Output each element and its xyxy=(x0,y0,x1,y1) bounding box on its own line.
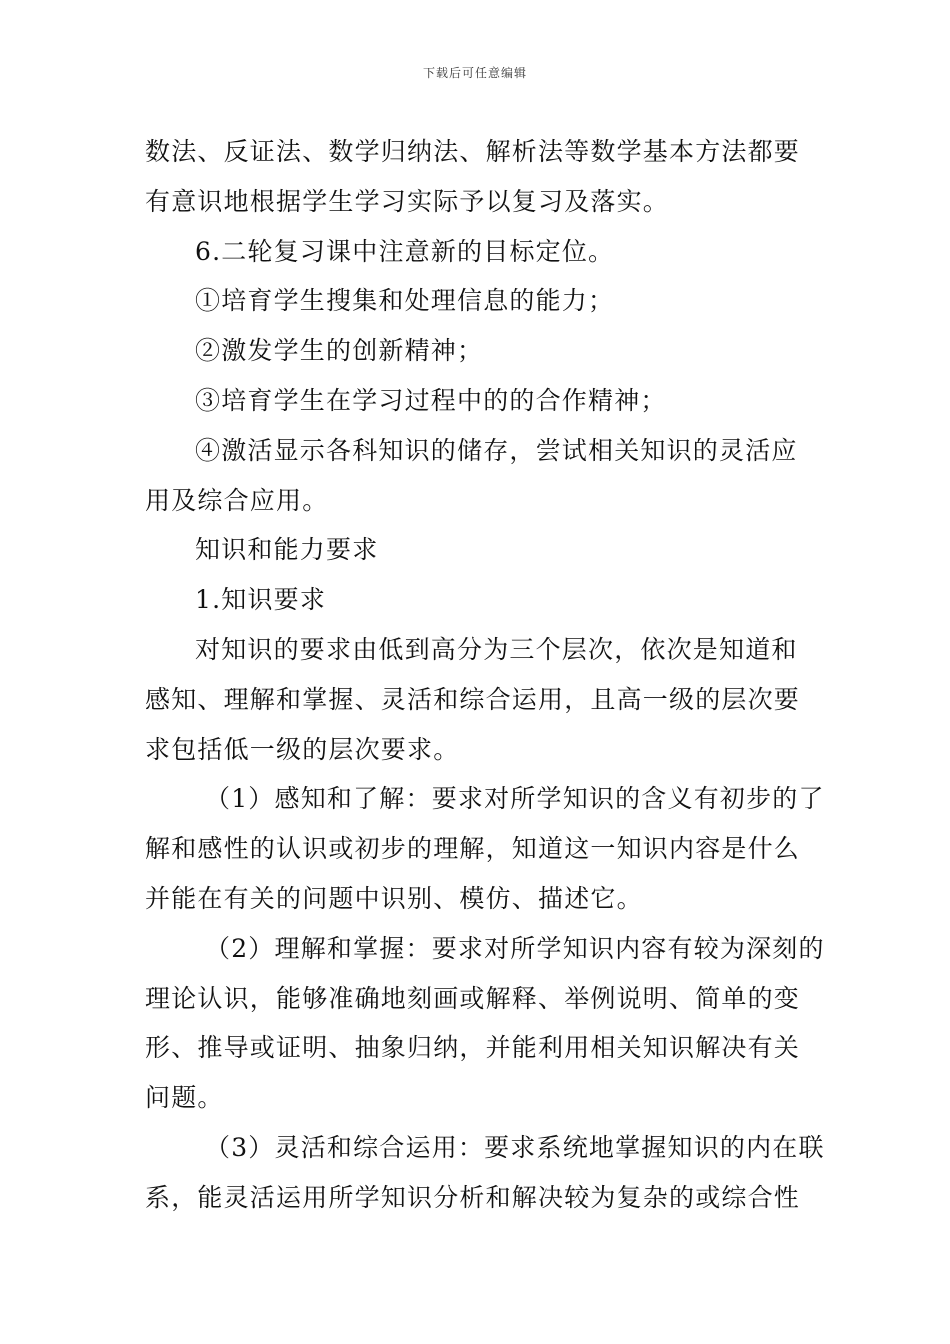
text-line: （2）理解和掌握：要求对所学知识内容有较为深刻的 xyxy=(205,933,825,963)
document-body xyxy=(145,127,825,1223)
text-line: 系，能灵活运用所学知识分析和解决较为复杂的或综合性 xyxy=(145,1182,801,1212)
text-line: 求包括低一级的层次要求。 xyxy=(145,734,460,764)
text-line: 数法、反证法、数学归纳法、解析法等数学基本方法都要 xyxy=(145,137,801,166)
text-line: 并能在有关的问题中识别、模仿、描述它。 xyxy=(145,883,643,913)
text-line: 对知识的要求由低到高分为三个层次，依次是知道和 xyxy=(195,634,798,664)
text-line: （1）感知和了解：要求对所学知识的含义有初步的了 xyxy=(205,784,825,814)
text-line: 感知、理解和掌握、灵活和综合运用，且高一级的层次要 xyxy=(145,684,801,714)
text-line: ②激发学生的创新精神； xyxy=(195,336,484,366)
text-line: 解和感性的认识或初步的理解，知道这一知识内容是什么 xyxy=(145,834,801,864)
text-line: 6.二轮复习课中注意新的目标定位。 xyxy=(195,236,615,266)
text-line: ③培育学生在学习过程中的的合作精神； xyxy=(195,385,667,415)
text-line: 形、推导或证明、抽象归纳，并能利用相关知识解决有关 xyxy=(145,1033,801,1063)
subsection-heading: 1.知识要求 xyxy=(195,585,327,615)
text-line: （3）灵活和综合运用：要求系统地掌握知识的内在联 xyxy=(205,1132,825,1162)
page-header-note: 下载后可任意编辑 xyxy=(422,66,527,80)
text-line: 理论认识，能够准确地刻画或解释、举例说明、简单的变 xyxy=(145,983,801,1013)
text-line: 有意识地根据学生学习实际予以复习及落实。 xyxy=(145,186,670,216)
text-line: 问题。 xyxy=(145,1083,224,1113)
text-line: ④激活显示各科知识的储存，尝试相关知识的灵活应 xyxy=(195,435,798,465)
section-heading: 知识和能力要求 xyxy=(195,535,379,565)
text-line: 用及综合应用。 xyxy=(145,485,329,515)
text-line: ①培育学生搜集和处理信息的能力； xyxy=(195,286,615,316)
